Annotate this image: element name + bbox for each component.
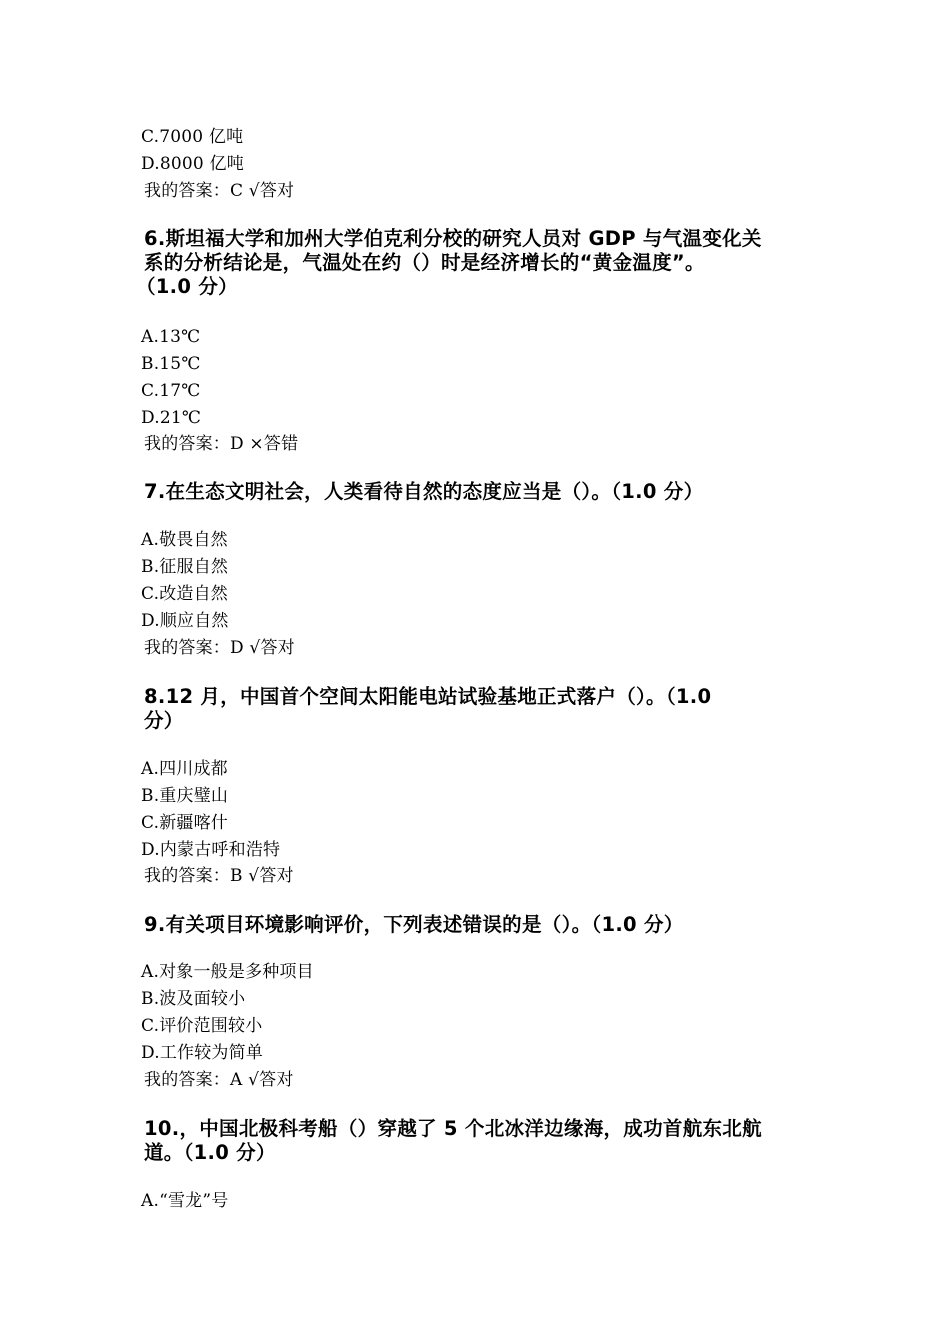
q6-option-d: D.21℃ xyxy=(141,408,202,428)
q9-option-b: B.波及面较小 xyxy=(141,989,246,1009)
q5-option-d: D.8000 亿吨 xyxy=(141,154,244,174)
q10-question xyxy=(144,1117,824,1165)
q8-option-c: C.新疆喀什 xyxy=(141,813,229,833)
q8-option-d: D.内蒙古呼和浩特 xyxy=(141,840,281,860)
q8-question-line1: 8.12 月，中国首个空间太阳能电站试验基地正式落户（）。（1.0 xyxy=(144,685,712,708)
q8-option-a: A.四川成都 xyxy=(141,759,228,779)
q9-option-c: C.评价范围较小 xyxy=(141,1016,263,1036)
q9-option-d: D.工作较为简单 xyxy=(141,1043,264,1063)
q7-answer: 我的答案：D √答对 xyxy=(144,638,295,658)
q7-option-a: A.敬畏自然 xyxy=(141,530,228,550)
q6-option-c: C.17℃ xyxy=(141,381,201,401)
q6-answer: 我的答案：D ×答错 xyxy=(144,434,299,454)
q6-question-line2: 系的分析结论是，气温处在约（）时是经济增长的“黄金温度”。 xyxy=(144,251,705,274)
q7-option-b: B.征服自然 xyxy=(141,557,229,577)
q10-option-a: A.“雪龙”号 xyxy=(141,1191,229,1211)
q9-question xyxy=(144,913,824,937)
q6-question xyxy=(136,227,824,299)
q8-question-line2: 分） xyxy=(144,709,184,732)
q7-question xyxy=(144,480,824,504)
q6-question-line1: 6.斯坦福大学和加州大学伯克利分校的研究人员对 GDP 与气温变化关 xyxy=(144,227,762,250)
q5-answer: 我的答案：C √答对 xyxy=(144,181,295,201)
q9-question-line1: 9.有关项目环境影响评价，下列表述错误的是（）。（1.0 分） xyxy=(144,913,684,936)
q6-question-line3: （1.0 分） xyxy=(136,275,238,298)
q8-option-b: B.重庆璧山 xyxy=(141,786,229,806)
q8-answer: 我的答案：B √答对 xyxy=(144,866,294,886)
q9-answer: 我的答案：A √答对 xyxy=(144,1070,294,1090)
q5-option-c: C.7000 亿吨 xyxy=(141,127,244,147)
q7-option-d: D.顺应自然 xyxy=(141,611,229,631)
q8-question xyxy=(144,685,824,733)
q10-question-line1: 10.，中国北极科考船（）穿越了 5 个北冰洋边缘海，成功首航东北航 xyxy=(144,1117,762,1140)
q10-question-line2: 道。（1.0 分） xyxy=(144,1141,276,1164)
q6-option-b: B.15℃ xyxy=(141,354,201,374)
q6-option-a: A.13℃ xyxy=(141,327,201,347)
q7-question-line1: 7.在生态文明社会，人类看待自然的态度应当是（）。（1.0 分） xyxy=(144,480,704,503)
q9-option-a: A.对象一般是多种项目 xyxy=(141,962,314,982)
q7-option-c: C.改造自然 xyxy=(141,584,229,604)
